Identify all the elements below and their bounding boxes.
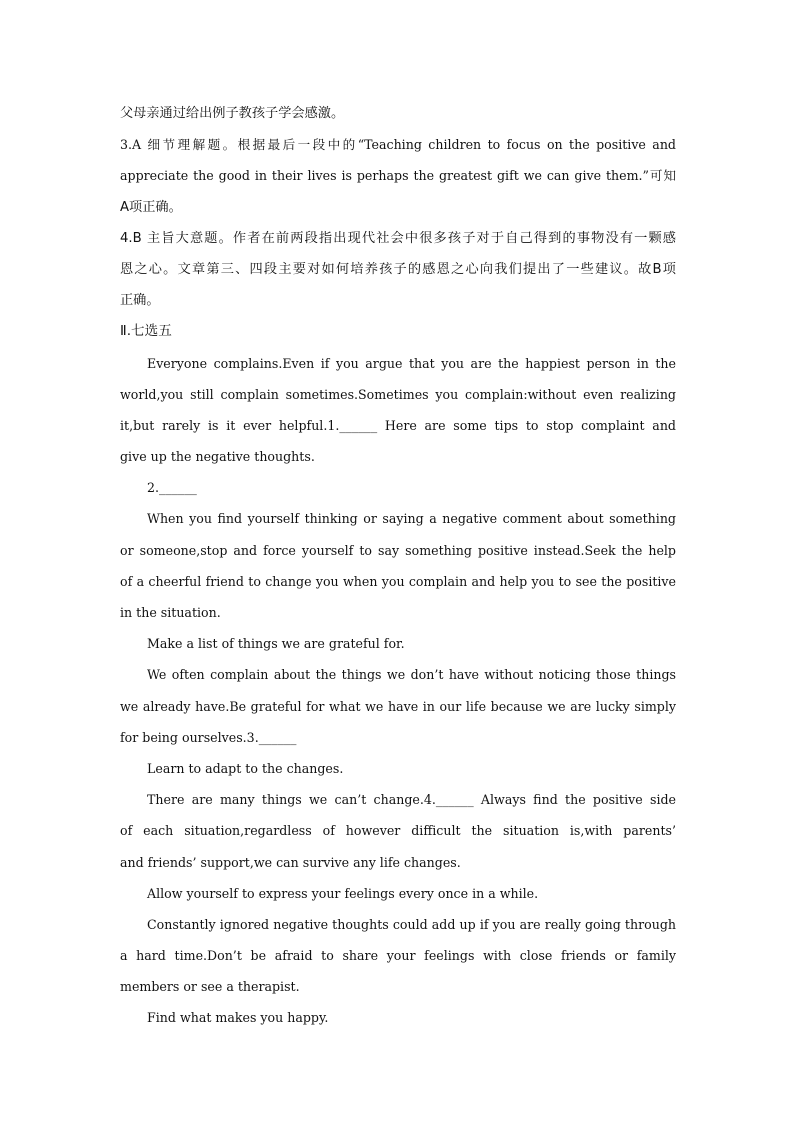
section-title: Ⅱ.七选五: [120, 323, 172, 340]
passage-line: in the situation.: [120, 605, 221, 620]
passage-line: Constantly ignored negative thoughts could add up if you are really going through: [147, 916, 676, 932]
answer-4-line: 正确。: [120, 293, 160, 309]
answer-4-line: 恩之心。文章第三、四段主要对如何培养孩子的感恩之心向我们提出了一些建议。故B项: [120, 261, 676, 277]
blank-heading-2: 2.______: [147, 480, 197, 496]
passage-line: Everyone complains.Even if you argue that you are the happiest person in the: [147, 355, 676, 371]
passage-line: of a cheerful friend to change you when you complain and help you to see the positive: [120, 573, 676, 589]
passage-line: members or see a therapist.: [120, 979, 300, 995]
passage-line: we already have.Be grateful for what we have in our life because we are lucky simply: [120, 698, 676, 714]
document-page: [120, 98, 676, 1034]
answer-explanation-line: 父母亲通过给出例子教孩子学会感激。: [120, 106, 345, 121]
passage-line: or someone,stop and force yourself to say something positive instead.Seek the help: [120, 542, 676, 558]
tip-heading: Learn to adapt to the changes.: [147, 760, 344, 776]
passage-line: When you find yourself thinking or saying a negative comment about something: [147, 511, 676, 527]
passage-line: We often complain about the things we don’t have without noticing those things: [147, 667, 676, 683]
passage-line: give up the negative thoughts.: [120, 449, 315, 465]
passage-line: world,you still complain sometimes.Sometimes you complain:without even realizing: [120, 386, 676, 402]
passage-line: it,but rarely is it ever helpful.1.______ Here are some tips to stop complaint and: [120, 417, 676, 433]
answer-3-line: appreciate the good in their lives is perhaps the greatest gift we can give them.”可知: [120, 168, 676, 184]
tip-heading: Make a list of things we are grateful for.: [147, 636, 405, 652]
passage-line: for being ourselves.3.______: [120, 729, 297, 745]
tip-heading: Find what makes you happy.: [147, 1010, 329, 1026]
answer-4-line: 4.B 主旨大意题。作者在前两段指出现代社会中很多孩子对于自己得到的事物没有一颗感: [120, 230, 676, 246]
passage-line: There are many things we can’t change.4.______ Always find the positive side: [147, 792, 676, 808]
passage-line: of each situation,regardless of however difficult the situation is,with parents’: [120, 823, 676, 839]
tip-heading: Allow yourself to express your feelings every once in a while.: [147, 885, 539, 901]
passage-line: a hard time.Don’t be afraid to share your feelings with close friends or family: [120, 948, 676, 964]
answer-3-line: A项正确。: [120, 199, 182, 215]
answer-3-line: 3.A 细节理解题。根据最后一段中的“Teaching children to focus on the positive and: [120, 137, 676, 153]
passage-line: and friends’ support,we can survive any life changes.: [120, 854, 461, 870]
